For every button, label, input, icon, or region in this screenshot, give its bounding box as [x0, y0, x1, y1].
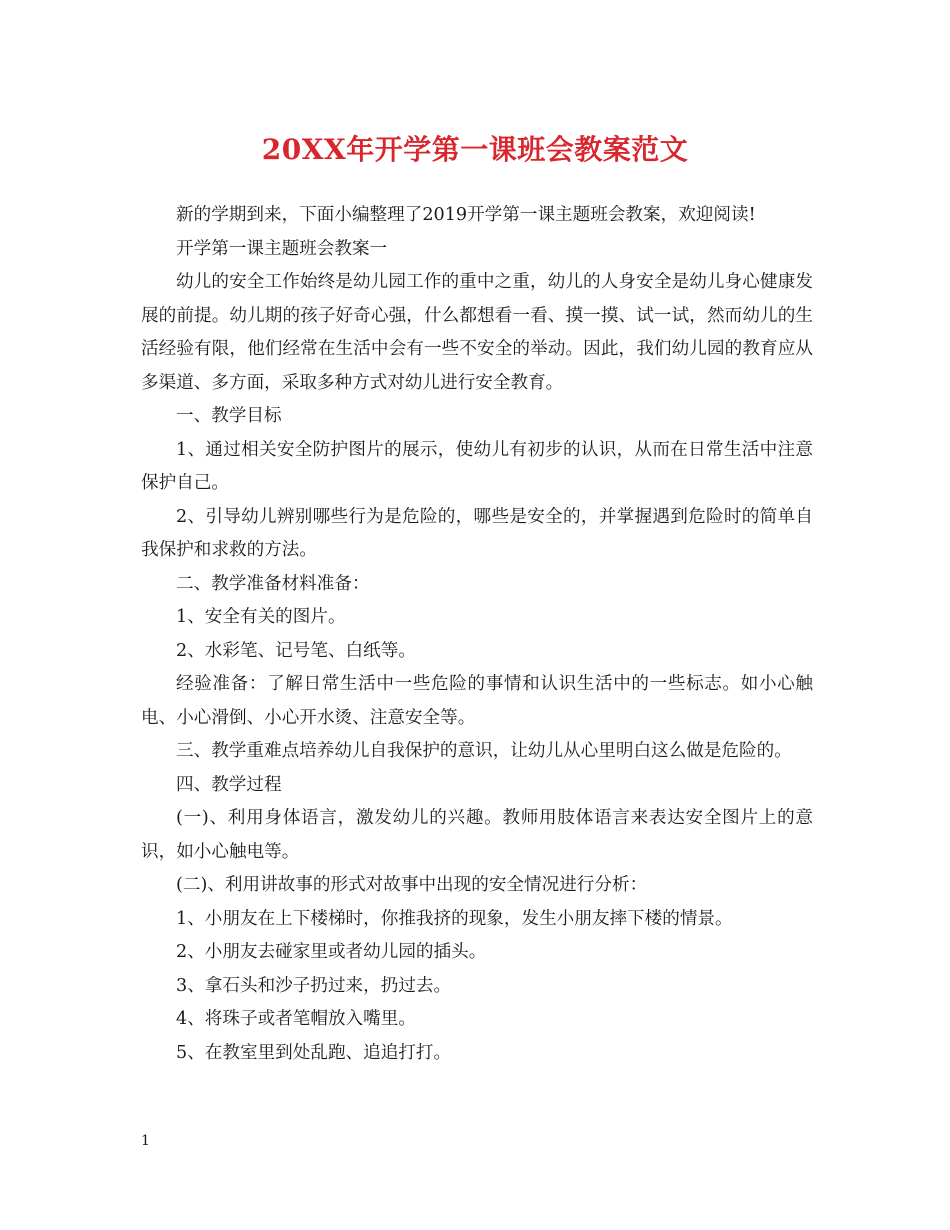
list-item: 1、通过相关安全防护图片的展示，使幼儿有初步的认识，从而在日常生活中注意保护自己。	[141, 439, 813, 493]
document-body	[141, 199, 813, 1070]
section-heading: 开学第一课主题班会教案一	[176, 238, 388, 259]
body-paragraph: (一)、利用身体语言，激发幼儿的兴趣。教师用肢体语言来表达安全图片上的意识，如小心触电等。	[141, 808, 813, 862]
list-item: 2、引导幼儿辨别哪些行为是危险的，哪些是安全的，并掌握遇到危险时的简单自我保护和求救的方法。	[141, 506, 813, 560]
intro-paragraph: 新的学期到来，下面小编整理了2019开学第一课主题班会教案，欢迎阅读!	[176, 205, 756, 225]
section-heading: 一、教学目标	[176, 406, 282, 426]
list-item: 2、小朋友去碰家里或者幼儿园的插头。	[176, 942, 487, 962]
list-item: 1、安全有关的图片。	[176, 607, 346, 627]
list-item: 1、小朋友在上下楼梯时，你推我挤的现象，发生小朋友摔下楼的情景。	[176, 908, 733, 929]
body-paragraph: 幼儿的安全工作始终是幼儿园工作的重中之重，幼儿的人身安全是幼儿身心健康发展的前提。幼儿期的孩子好奇心强，什么都想看一看、摸一摸、试一试，然而幼儿的生活经验有限，他们经常在生活中会有一些不安全的举动。因此，我们幼儿园的教育应从多渠道、多方面，采取多种方式对幼儿进行安全教育。	[141, 272, 813, 393]
section-heading: 四、教学过程	[176, 774, 282, 795]
list-item: 3、拿石头和沙子扔过来，扔过去。	[176, 975, 452, 996]
section-heading: 二、教学准备材料准备：	[176, 573, 370, 594]
body-paragraph: 经验准备：了解日常生活中一些危险的事情和认识生活中的一些标志。如小心触电、小心滑倒、小心开水烫、注意安全等。	[141, 674, 813, 728]
document-title: 20XX年开学第一课班会教案范文	[261, 133, 689, 166]
list-item: 4、将珠子或者笔帽放入嘴里。	[176, 1009, 416, 1029]
body-paragraph: (二)、利用讲故事的形式对故事中出现的安全情况进行分析：	[176, 875, 648, 895]
list-item: 5、在教室里到处乱跑、追追打打。	[176, 1042, 452, 1063]
list-item: 2、水彩笔、记号笔、白纸等。	[176, 640, 416, 661]
page-number: 1	[141, 1133, 150, 1149]
section-heading: 三、教学重难点培养幼儿自我保护的意识，让幼儿从心里明白这么做是危险的。	[176, 741, 792, 761]
